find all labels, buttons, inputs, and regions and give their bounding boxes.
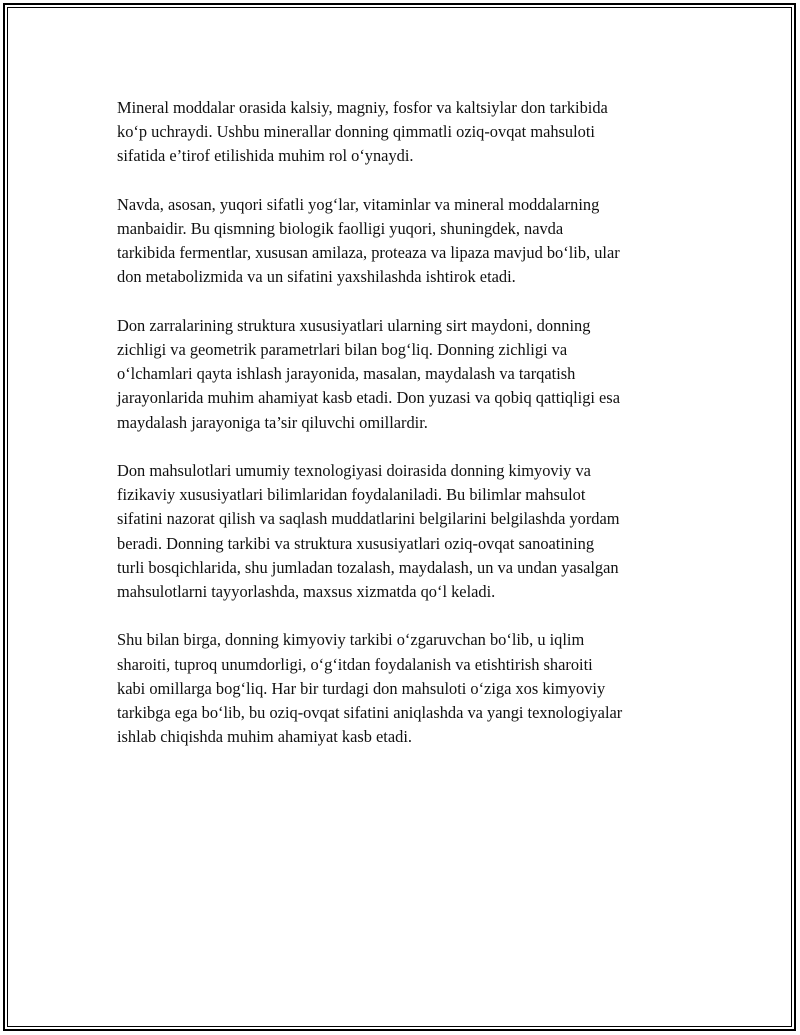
- paragraph-line: zichligi va geometrik parametrlari bilan bog‘liq. Donning zichligi va: [117, 340, 568, 359]
- paragraph-line: kabi omillarga bog‘liq. Har bir turdagi don mahsuloti o‘ziga xos kimyoviy: [117, 678, 606, 698]
- paragraph-4: [117, 459, 697, 604]
- paragraph-line: ishlab chiqishda muhim ahamiyat kasb etadi.: [117, 727, 412, 747]
- paragraph-line: ko‘p uchraydi. Ushbu minerallar donning qimmatli oziq-ovqat mahsuloti: [117, 122, 595, 142]
- paragraph-line: tarkibida fermentlar, xususan amilaza, proteaza va lipaza mavjud bo‘lib, ular: [117, 243, 620, 263]
- paragraph-line: jarayonlarida muhim ahamiyat kasb etadi. Don yuzasi va qobiq qattiqligi esa: [117, 388, 620, 408]
- paragraph-line: sifatida e’tirof etilishida muhim rol o‘ynaydi.: [117, 146, 414, 166]
- paragraph-line: maydalash jarayoniga ta’sir qiluvchi omillardir.: [117, 412, 428, 432]
- paragraph-line: turli bosqichlarida, shu jumladan tozalash, maydalash, un va undan yasalgan: [117, 557, 619, 577]
- paragraph-line: Navda, asosan, yuqori sifatli yog‘lar, vitaminlar va mineral moddalarning: [117, 194, 600, 214]
- paragraph-line: tarkibga ega bo‘lib, bu oziq-ovqat sifatini aniqlashda va yangi texnologiyalar: [117, 703, 623, 723]
- paragraph-line: don metabolizmida va un sifatini yaxshilashda ishtirok etadi.: [117, 267, 516, 287]
- paragraph-1: [117, 96, 697, 169]
- document-body: [117, 96, 697, 774]
- document-page: [3, 3, 796, 1031]
- paragraph-line: manbaidir. Bu qismning biologik faolligi yuqori, shuningdek, navda: [117, 219, 564, 238]
- paragraph-line: Don zarralarining struktura xususiyatlari ularning sirt maydoni, donning: [117, 315, 591, 335]
- paragraph-line: sifatini nazorat qilish va saqlash muddatlarini belgilarini belgilashda yordam: [117, 509, 620, 529]
- paragraph-line: sharoiti, tuproq unumdorligi, o‘g‘itdan foydalanish va etishtirish sharoiti: [117, 654, 593, 674]
- paragraph-line: Mineral moddalar orasida kalsiy, magniy, fosfor va kaltsiylar don tarkibida: [117, 98, 608, 117]
- paragraph-5: [117, 628, 697, 749]
- paragraph-line: o‘lchamlari qayta ishlash jarayonida, masalan, maydalash va tarqatish: [117, 364, 576, 384]
- paragraph-line: mahsulotlarni tayyorlashda, maxsus xizmatda qo‘l keladi.: [117, 582, 496, 602]
- paragraph-3: [117, 314, 697, 435]
- paragraph-line: Don mahsulotlari umumiy texnologiyasi doirasida donning kimyoviy va: [117, 461, 591, 480]
- paragraph-line: beradi. Donning tarkibi va struktura xususiyatlari oziq-ovqat sanoatining: [117, 533, 595, 553]
- paragraph-2: [117, 193, 697, 290]
- paragraph-line: fizikaviy xususiyatlari bilimlaridan foydalaniladi. Bu bilimlar mahsulot: [117, 485, 586, 505]
- paragraph-line: Shu bilan birga, donning kimyoviy tarkibi o‘zgaruvchan bo‘lib, u iqlim: [117, 630, 585, 650]
